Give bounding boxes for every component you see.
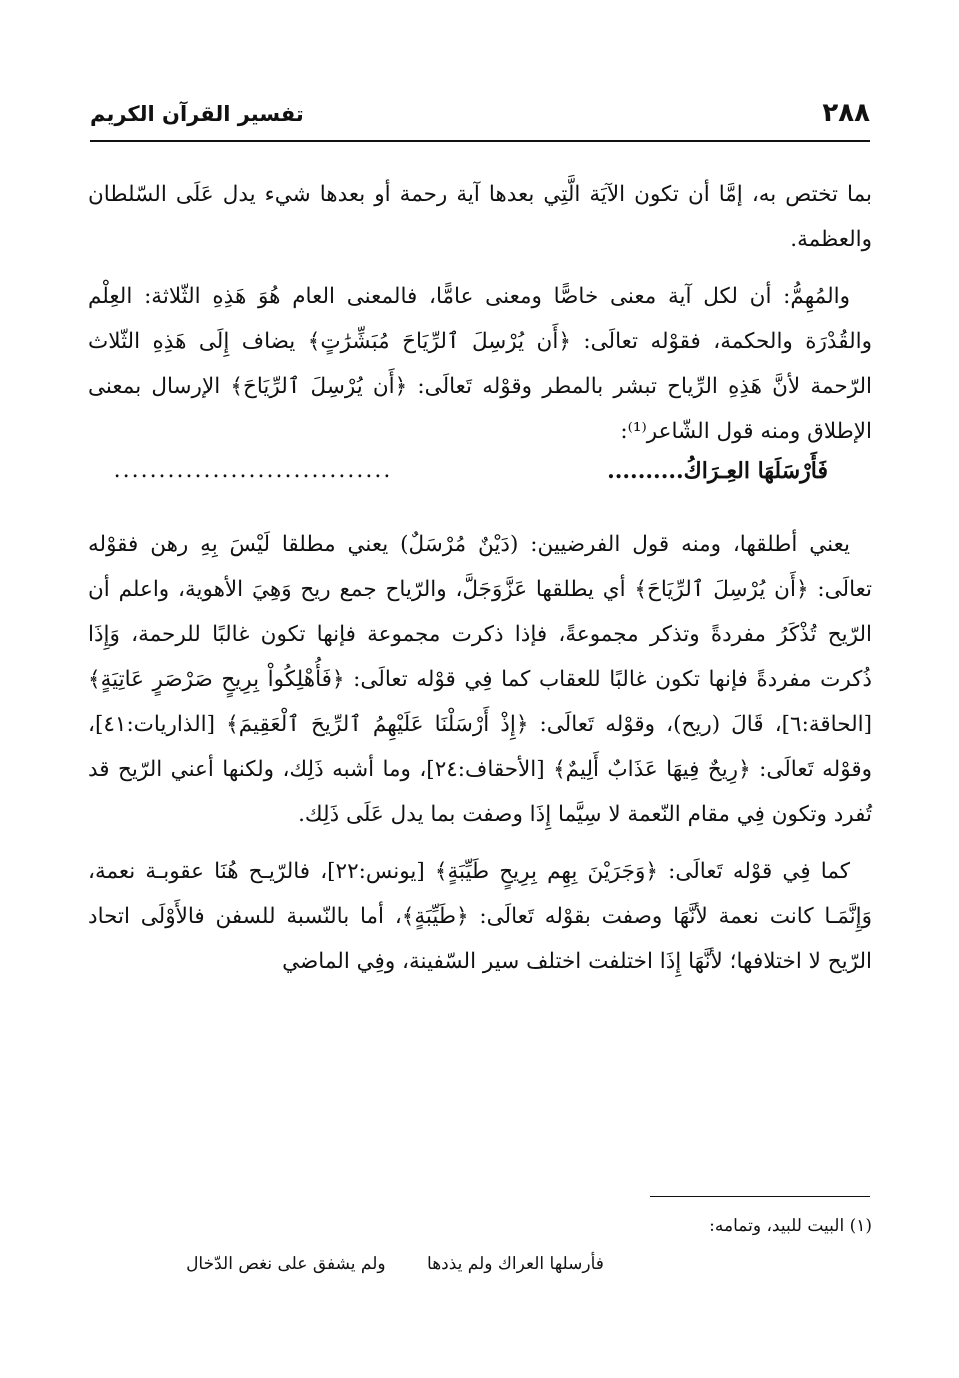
body-text — [88, 172, 872, 984]
footnotes — [88, 1210, 872, 1274]
footnote-verse-first: فأرسلها العراك ولم يذدها — [427, 1254, 604, 1274]
page-number: ٢٨٨ — [822, 98, 870, 128]
footnote-verse — [3, 1254, 787, 1274]
verse-second-half: ............................... — [113, 458, 393, 483]
footnote-rule — [650, 1196, 870, 1197]
footnote-verse-second: ولم يشفق على نغص الدّخال — [186, 1254, 386, 1274]
poetry-verse — [88, 458, 872, 502]
verse-first-half: فَأَرْسَلَهَا العِـرَاكُ.......... — [607, 458, 828, 484]
paragraph: يعني أطلقها، ومنه قول الفرضيين: (دَيْنٌ مُرْسَلٌ) يعني مطلقا لَيْسَ بِهِ رهن فقوْله تعالَى: ﴿أَن يُرْسِلَ ٱلرِّيَاحَ﴾ أي يطلقها عَزَّوَجَلَّ، والرّياح جمع ريح وَهِيَ الأهوية، واعلم أن الرّيح تُذْكَرُ مفردةً وتذكر مجموعةً، فإذا ذكرت مجموعة فإنها تكون غالبًا للرحمة، وَإِذَا ذُكرت مفردةً فإنها تكون غالبًا للعقاب كما فِي قوْله تعالَى: ﴿فَأُهْلِكُواْ بِرِيحٍ صَرْصَرٍ عَاتِيَةٍ﴾ [الحاقة:٦]، قَالَ (ريح)، وقوْله تَعالَى: ﴿إِذْ أَرْسَلْنَا عَلَيْهِمُ ٱلرِّيحَ ٱلْعَقِيمَ﴾ [الذاريات:٤١]، وقوْله تَعالَى: ﴿رِيحٌ فِيهَا عَذَابٌ أَلِيمٌ﴾ [الأحقاف:٢٤]، وما أشبه ذَلِك، ولكنها أعني الرّيح قد تُفرد وتكون فِي مقام النّعمة لا سِيَّما إِذَا وصفت بما يدل عَلَى ذَلِك. — [88, 532, 872, 827]
paragraph: كما فِي قوْله تَعالَى: ﴿وَجَرَيْنَ بِهِم بِرِيحٍ طَيِّبَةٍ﴾ [يونس:٢٢]، فالرّيـح هُنَا عقوبـة نعمة، وَإِنَّمَـا كانت نعمة لأنَّهَا وصفت بقوْله تَعالَى: ﴿طَيِّبَةٍ﴾، أما بالنّسبة للسفن فالأَوْلَى اتحاد الرّيح لا اختلافها؛ لأنَّهَا إِذَا اختلفت اختلف سير السّفينة، وفِي الماضي — [88, 859, 872, 974]
header-rule — [90, 140, 870, 142]
paragraph: بما تختص به، إمَّا أن تكون الآيَة الَّتِي بعدها آية رحمة أو بعدها شيء يدل عَلَى السّلطان والعظمة. — [88, 182, 872, 252]
running-title: تفسير القرآن الكريم — [90, 102, 304, 126]
paragraph: والمُهِمُّ: أن لكل آية معنى خاصًّا ومعنى عامًّا، فالمعنى العام هُوَ هَذِهِ الثّلاثة: العِلْم والقُدْرَة والحكمة، فقوْله تعالَى: ﴿أَن يُرْسِلَ ٱلرِّيَاحَ مُبَشِّرَٰتٍ﴾ يضاف إِلَى هَذِهِ الثّلاث الرّحمة لأنَّ هَذِهِ الرِّياح تبشر بالمطر وقوْله تَعالَى: ﴿أَن يُرْسِلَ ٱلرِّيَاحَ﴾ الإرسال بمعنى الإطلاق ومنه قول الشّاعر⁽¹⁾: — [88, 284, 872, 444]
page-header — [90, 98, 870, 138]
footnote: (١) البيت للبيد، وتمامه: — [709, 1216, 872, 1236]
